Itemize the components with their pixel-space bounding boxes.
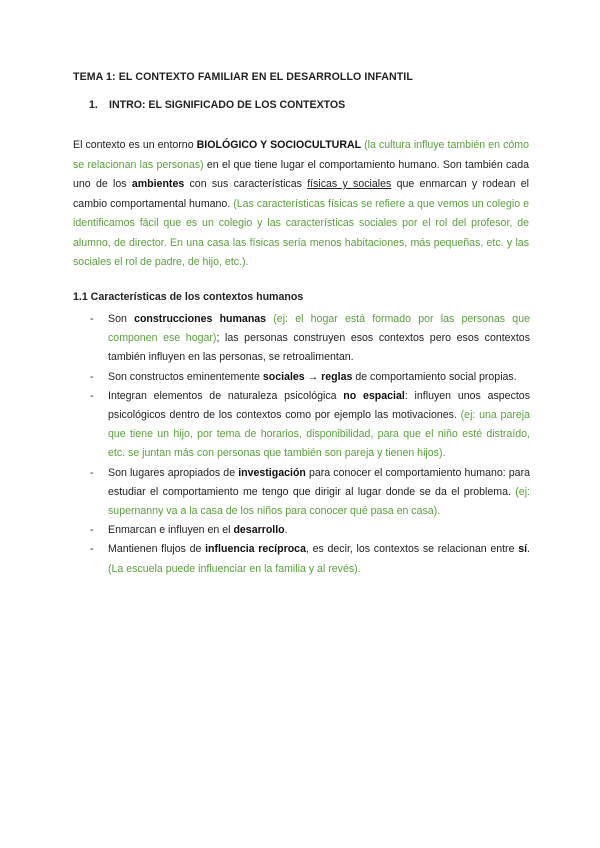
list-item xyxy=(90,464,530,522)
intro-bold-2: ambientes xyxy=(131,178,185,190)
intro-text-2: en el que tiene lugar el comportamiento humano. Son también cada uno de los xyxy=(73,158,529,190)
list-item xyxy=(90,368,530,387)
item-bold: investigación xyxy=(238,466,306,479)
section-heading-intro xyxy=(89,99,345,111)
item-note: (La escuela puede influenciar en la familia y al revés). xyxy=(108,562,361,575)
list-item xyxy=(90,387,530,464)
section-title: INTRO: EL SIGNIFICADO DE LOS CONTEXTOS xyxy=(109,99,346,111)
bullet-dash: - xyxy=(90,466,94,479)
item-text: para conocer el comportamiento humano: para estudiar el comportamiento me tengo que dirigir al lugar donde se da el problema. xyxy=(108,466,530,498)
item-bold: sí xyxy=(518,543,528,556)
bullet-dash: - xyxy=(90,524,94,537)
item-note: (ej: supernanny va a la casa de los niños para conocer qué pasa en casa). xyxy=(108,485,530,518)
item-text: . xyxy=(527,543,530,556)
item-text: Son xyxy=(108,313,135,325)
intro-text-3: con sus características xyxy=(184,178,308,190)
item-bold: sociales → reglas xyxy=(262,370,353,383)
list-item xyxy=(90,540,530,578)
item-bold: no espacial xyxy=(343,389,405,402)
item-note: (ej: una pareja que tiene un hijo, por tema de horarios, disponibilidad, para que el niño esté distraído, etc. se juntan más con personas que también son pareja y tienen hijos). xyxy=(108,409,531,460)
document-title: TEMA 1: EL CONTEXTO FAMILIAR EN EL DESARROLLO INFANTIL xyxy=(73,71,413,83)
bullet-dash: - xyxy=(90,543,94,556)
intro-underline-1: físicas y sociales xyxy=(307,178,392,190)
item-text: Son constructos eminentemente xyxy=(108,370,263,383)
item-bold: desarrollo xyxy=(233,524,285,537)
item-text: Integran elementos de naturaleza psicológica xyxy=(108,389,344,402)
item-text: de comportamiento social propias. xyxy=(352,370,517,383)
characteristics-list xyxy=(90,310,530,579)
subsection-heading: 1.1 Características de los contextos humanos xyxy=(73,291,304,303)
intro-text-4: que enmarcan y rodean el cambio comportamental humano. xyxy=(73,178,529,210)
bullet-dash: - xyxy=(90,370,94,383)
intro-text-1: El contexto es un entorno xyxy=(73,139,197,151)
intro-paragraph xyxy=(73,136,529,273)
item-text: : influyen unos aspectos psicológicos dentro de los contextos como por ejemplo las motivaciones. xyxy=(108,389,530,422)
intro-note-2: (Las características físicas se refiere a que vemos un colegio e identificamos fácil que es un colegio y las características sociales por el rol del profesor, de alumno, de director. En una casa las físicas sería menos habitaciones, más pequeñas, etc. y las sociales el rol de padre, de hijo, etc.). xyxy=(73,197,529,268)
bullet-dash: - xyxy=(90,313,94,325)
bullet-dash: - xyxy=(90,389,94,402)
list-item xyxy=(90,521,530,540)
item-text: Mantienen flujos de xyxy=(108,543,206,556)
item-bold: construcciones humanas xyxy=(134,313,267,325)
section-number: 1. xyxy=(89,99,98,111)
item-note: (ej: el hogar está formado por las personas que componen ese hogar) xyxy=(108,313,530,345)
item-text: ; las personas construyen esos contextos pero esos contextos también influyen en las personas, se retroalimentan. xyxy=(108,332,530,364)
item-text: . xyxy=(284,524,288,537)
item-bold: influencia recíproca xyxy=(205,543,306,556)
item-text: , es decir, los contextos se relacionan entre xyxy=(305,543,519,556)
intro-note-1: (la cultura influye también en cómo se relacionan las personas) xyxy=(73,139,529,171)
item-text: Enmarcan e influyen en el xyxy=(108,524,234,537)
list-item xyxy=(90,310,530,368)
intro-bold-1: BIOLÓGICO Y SOCIOCULTURAL xyxy=(196,139,362,151)
item-text: Son lugares apropiados de xyxy=(108,466,239,479)
